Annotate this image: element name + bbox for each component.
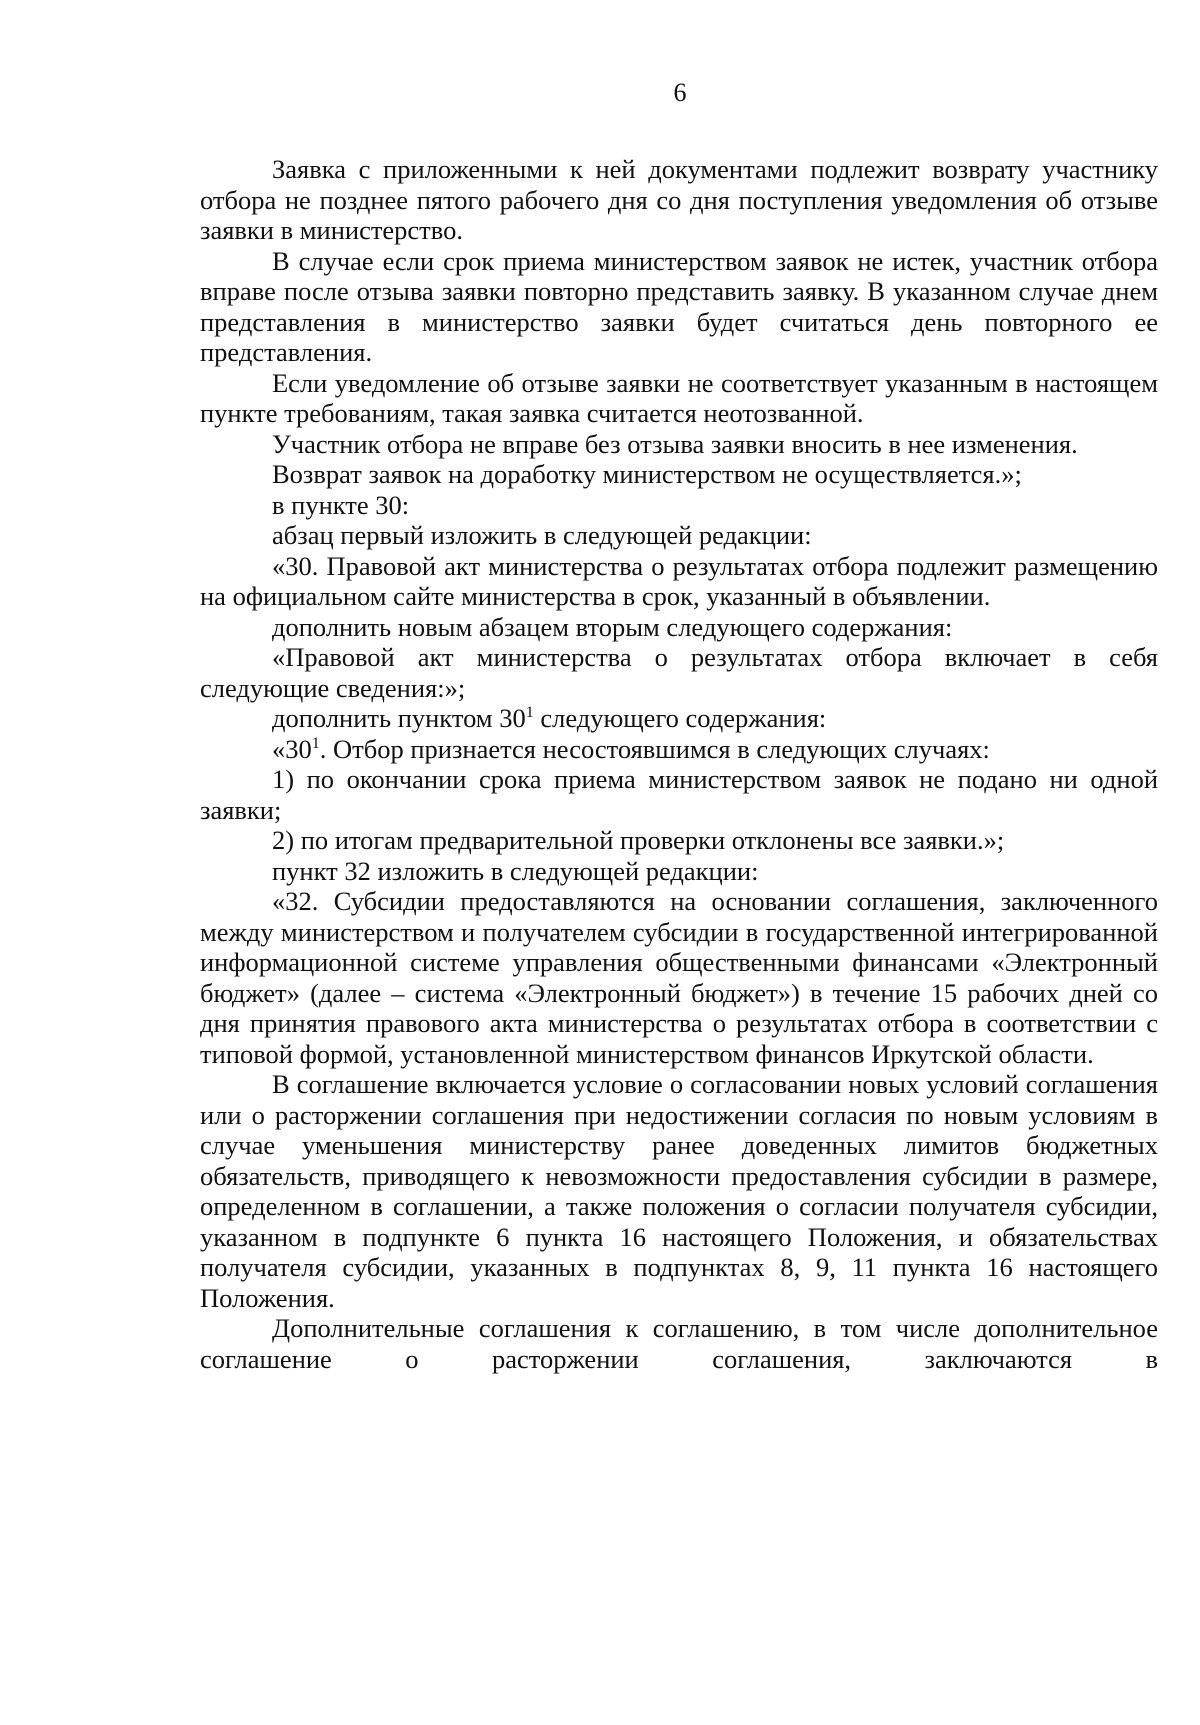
paragraph-text: дополнить пунктом 30 — [272, 703, 526, 733]
paragraph: «30. Правовой акт министерства о результатах отбора подлежит размещению на официальном сайте министерства в срок, указанный в объявлении. — [200, 550, 1158, 611]
paragraph: Участник отбора не вправе без отзыва заявки вносить в нее изменения. — [272, 428, 1078, 459]
paragraph: 1) по окончании срока приема министерством заявок не подано ни одной заявки; — [200, 764, 1158, 825]
paragraph: дополнить новым абзацем вторым следующего содержания: — [272, 611, 953, 642]
paragraph-text: . Отбор признается несостоявшимся в следующих случаях: — [319, 733, 990, 764]
superscript: 1 — [525, 704, 534, 722]
paragraph: в пункте 30: — [272, 489, 410, 520]
paragraph-with-superscript — [200, 734, 1158, 765]
paragraph: Возврат заявок на доработку министерством не осуществляется.»; — [272, 459, 1022, 489]
paragraph: пункт 32 изложить в следующей редакции: — [272, 855, 759, 886]
paragraph: «Правовой акт министерства о результатах отбора включает в себя следующие сведения:»; — [200, 642, 1158, 703]
paragraph: В случае если срок приема министерством заявок не истек, участник отбора вправе после отзыва заявки повторно представить заявку. В указанном случае днем представления в министерство заявки будет считаться день повторного ее представления. — [200, 245, 1158, 367]
document-body — [200, 154, 1158, 1374]
paragraph-text: следующего содержания: — [533, 703, 827, 733]
superscript: 1 — [311, 734, 320, 752]
paragraph: «32. Субсидии предоставляются на основании соглашения, заключенного между министерством и получателем субсидии в государственной интегрированной информационной системе управления общественными финансами «Электронный бюджет» (далее – система «Электронный бюджет») в течение 15 рабочих дней со дня принятия правового акта министерства о результатах отбора в соответствии с типовой формой, установленной министерством финансов Иркутской области. — [200, 886, 1158, 1069]
paragraph: Заявка с приложенными к ней документами подлежит возврату участнику отбора не позднее пятого рабочего дня со дня поступления уведомления об отзыве заявки в министерство. — [200, 154, 1158, 245]
page-number: 6 — [673, 78, 687, 107]
paragraph: 2) по итогам предварительной проверки отклонены все заявки.»; — [272, 825, 1005, 855]
paragraph: Если уведомление об отзыве заявки не соответствует указанным в настоящем пункте требованиям, такая заявка считается неотозванной. — [200, 367, 1158, 428]
paragraph: Дополнительные соглашения к соглашению, в том числе дополнительное соглашение о расторжении соглашения, заключаются в — [200, 1313, 1158, 1374]
paragraph: В соглашение включается условие о согласовании новых условий соглашения или о расторжении соглашения при недостижении согласия по новым условиям в случае уменьшения министерству ранее доведенных лимитов бюджетных обязательств, приводящего к невозможности предоставления субсидии в размере, определенном в соглашении, а также положения о согласии получателя субсидии, указанном в подпункте 6 пункта 16 настоящего Положения, и обязательствах получателя субсидии, указанных в подпунктах 8, 9, 11 пункта 16 настоящего Положения. — [200, 1069, 1158, 1313]
paragraph-text: «30 — [272, 733, 312, 764]
paragraph: абзац первый изложить в следующей редакции: — [272, 520, 812, 550]
paragraph-with-superscript — [200, 703, 1158, 734]
